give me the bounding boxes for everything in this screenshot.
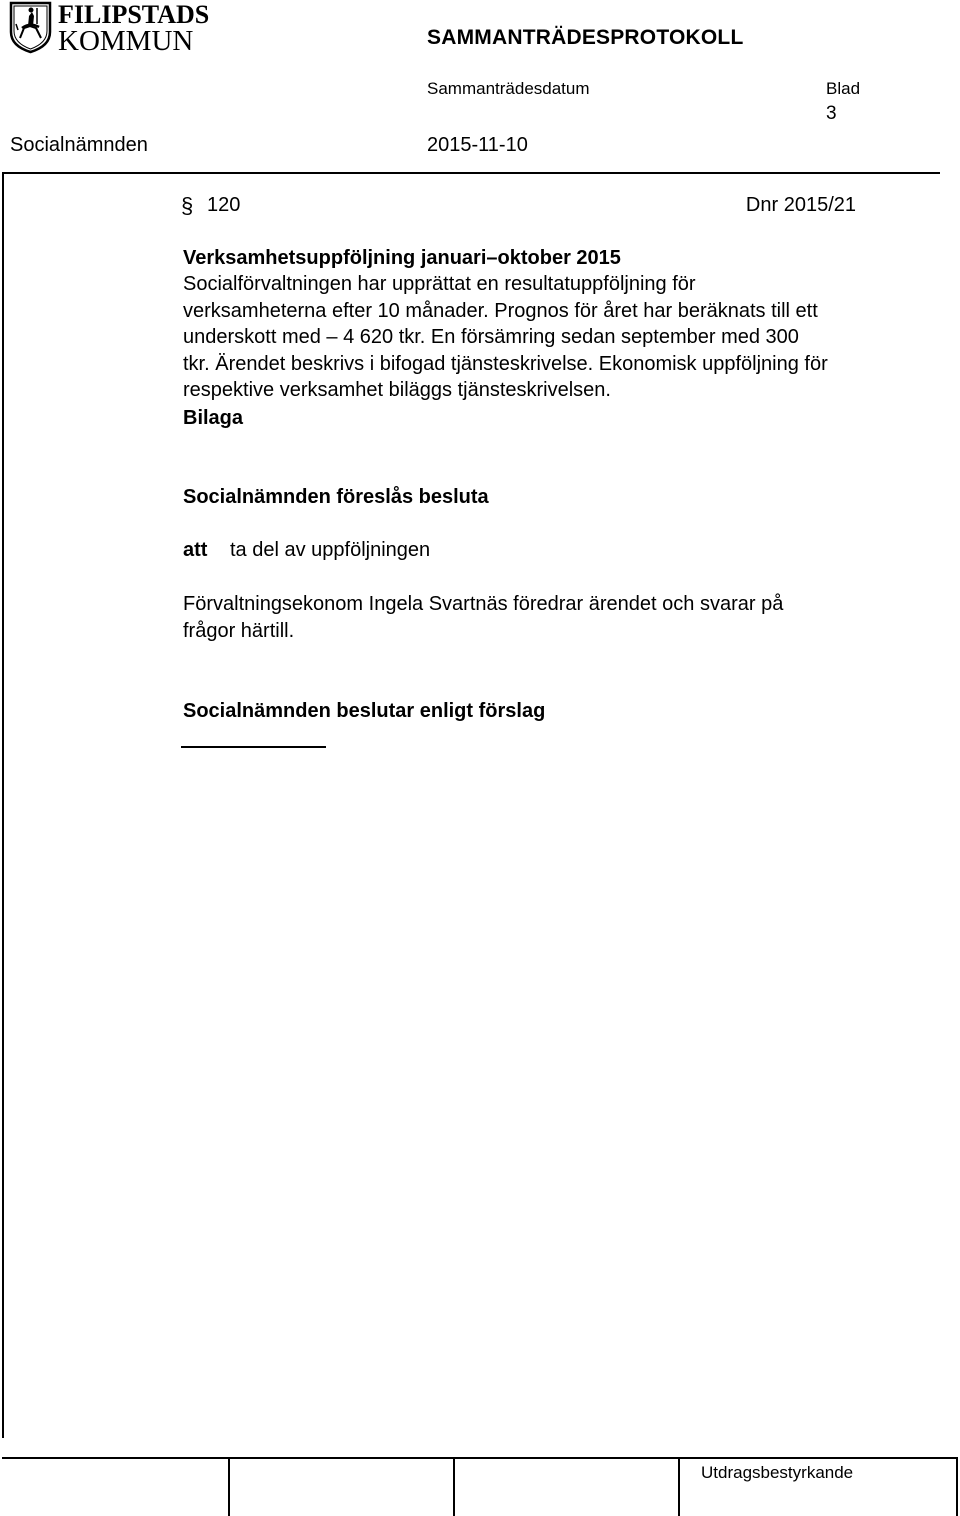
case-number: Dnr 2015/21 <box>745 194 856 216</box>
footer-box-divider <box>453 1457 455 1516</box>
committee-name: Socialnämnden <box>10 134 148 156</box>
org-name-line1: FILIPSTADS <box>58 0 210 29</box>
section-end-rule <box>181 746 326 748</box>
section-number: 120 <box>207 194 241 216</box>
body-line: underskott med – 4 620 tkr. En försämring sedan september med 300 <box>183 326 799 348</box>
proposal-text: ta del av uppföljningen <box>230 539 431 561</box>
body-line: tkr. Ärendet beskrivs i bifogad tjänsteskrivelse. Ekonomisk uppföljning för <box>183 353 828 375</box>
presenter-line: Förvaltningsekonom Ingela Svartnäs föredrar ärendet och svarar på <box>183 593 784 615</box>
presenter-line: frågor härtill. <box>183 620 295 642</box>
meeting-date: 2015-11-10 <box>427 134 528 156</box>
body-line: Socialförvaltningen har upprättat en resultatuppföljning för <box>183 273 696 295</box>
footer-box-divider <box>956 1457 958 1516</box>
municipality-logo <box>8 0 213 54</box>
paragraph-sign: § <box>181 193 194 218</box>
left-margin-line <box>2 172 4 1438</box>
body-line: verksamheterna efter 10 månader. Prognos för året har beräknats till ett <box>183 300 818 322</box>
attachment-label: Bilaga <box>183 407 244 429</box>
footer-box-divider <box>678 1457 680 1516</box>
body-line: respektive verksamhet biläggs tjänsteskrivelsen. <box>183 379 611 401</box>
proposal-heading: Socialnämnden föreslås besluta <box>183 486 489 508</box>
document-title: SAMMANTRÄDESPROTOKOLL <box>427 26 744 49</box>
page-label: Blad <box>826 79 861 98</box>
section-title: Verksamhetsuppföljning januari–oktober 2015 <box>183 247 621 269</box>
org-name-line2: KOMMUN <box>58 25 194 54</box>
proposal-att <box>183 539 207 562</box>
date-label: Sammanträdesdatum <box>427 79 590 98</box>
page-number: 3 <box>826 103 837 124</box>
footer-top-rule <box>2 1457 958 1459</box>
header-divider <box>2 172 940 174</box>
att-keyword: att <box>183 539 208 561</box>
certification-label: Utdragsbestyrkande <box>701 1463 854 1482</box>
footer-box-divider <box>228 1457 230 1516</box>
decision-text: Socialnämnden beslutar enligt förslag <box>183 700 546 722</box>
